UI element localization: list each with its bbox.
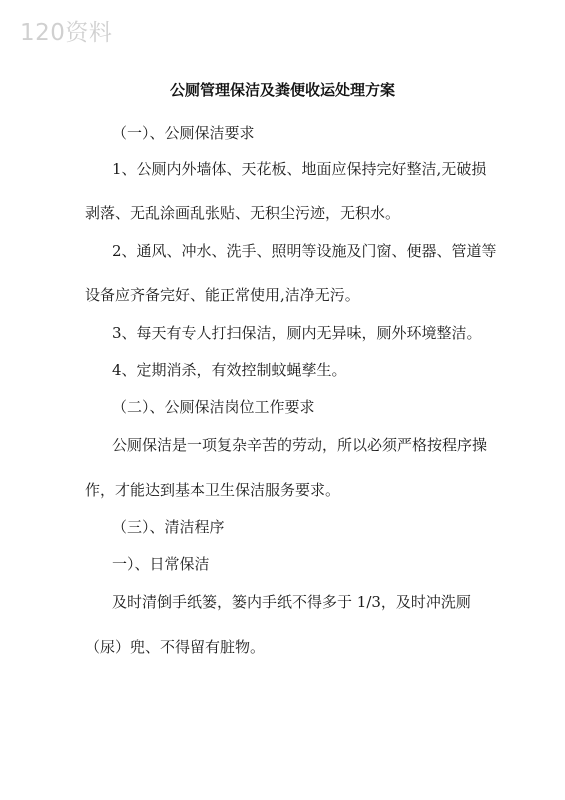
paragraph-line: 及时清倒手纸篓，篓内手纸不得多于 1/3，及时冲洗厕 (112, 593, 471, 611)
section-heading-3: （三）、清洁程序 (112, 518, 225, 536)
section-heading-2: （二）、公厕保洁岗位工作要求 (112, 398, 315, 416)
paragraph-line: （尿）兜、不得留有脏物。 (85, 638, 266, 656)
paragraph-line: 3、每天有专人打扫保洁，厕内无异味，厕外环境整洁。 (112, 324, 482, 342)
paragraph-line: 作，才能达到基本卫生保洁服务要求。 (85, 481, 341, 499)
paragraph-line: 4、定期消杀，有效控制蚊蝇孳生。 (112, 361, 347, 379)
paragraph-line: 1、公厕内外墙体、天花板、地面应保持完好整洁,无破损 (112, 160, 487, 178)
document-title: 公厕管理保洁及粪便收运处理方案 (169, 81, 395, 99)
paragraph-line: 公厕保洁是一项复杂辛苦的劳动，所以必须严格按程序操 (112, 436, 488, 454)
watermark: 120资料 (20, 20, 113, 46)
paragraph-line: 设备应齐备完好、能正常使用,洁净无污。 (85, 286, 360, 304)
paragraph-line: 2、通风、冲水、洗手、照明等设施及门窗、便器、管道等 (112, 242, 497, 260)
section-heading-1: （一）、公厕保洁要求 (112, 124, 255, 142)
subsection-heading: 一）、日常保洁 (112, 555, 210, 573)
paragraph-line: 剥落、无乱涂画乱张贴、无积尘污迹，无积水。 (85, 204, 401, 222)
